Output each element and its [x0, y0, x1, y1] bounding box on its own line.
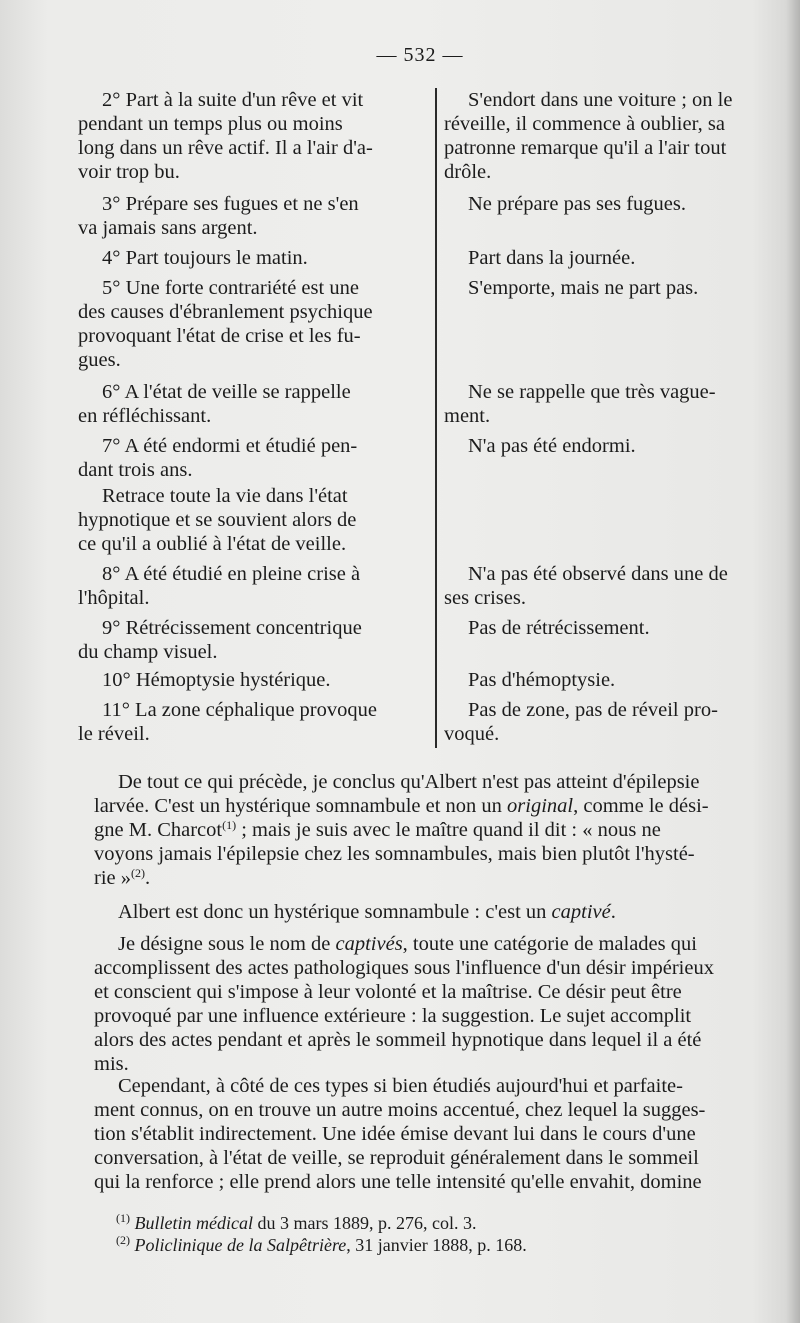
text-line: ses crises. [444, 587, 526, 609]
text-line: 3° Prépare ses fugues et ne s'en [102, 193, 359, 215]
text-line: N'a pas été observé dans une de [468, 563, 728, 585]
left-column-entry [78, 668, 424, 692]
footnotes [116, 1212, 756, 1256]
text-line: drôle. [444, 161, 492, 183]
left-column-entry [78, 434, 424, 482]
text-line: 4° Part toujours le matin. [102, 247, 308, 269]
comparison-table [78, 88, 768, 748]
text-line: réveille, il commence à oublier, sa [444, 113, 725, 135]
right-column-entry [444, 88, 768, 184]
right-column-entry [444, 562, 768, 610]
left-column-entry [78, 562, 424, 610]
text-line: gues. [78, 349, 121, 371]
paragraph-conclusion [94, 770, 774, 890]
left-column-entry [78, 698, 424, 746]
text-line: qui la renforce ; elle prend alors une telle intensité qu'elle envahit, domine [94, 1171, 702, 1193]
text-line: ce qu'il a oublié à l'état de veille. [78, 533, 347, 555]
text-line: et conscient qui s'impose à leur volonté et la maîtrise. Ce désir peut être [94, 981, 682, 1003]
text-line: provoquant l'état de crise et les fu- [78, 325, 361, 347]
text-line: Retrace toute la vie dans l'état [102, 485, 348, 507]
text-line: ment. [444, 405, 491, 427]
text-line: hypnotique et se souvient alors de [78, 509, 357, 531]
text-line: 7° A été endormi et étudié pen- [102, 435, 358, 457]
text-line: 5° Une forte contrariété est une [102, 277, 359, 299]
footnote-ref: (2) [131, 866, 145, 880]
text-line: ment connus, on en trouve un autre moins accentué, chez lequel la sugges- [94, 1099, 706, 1121]
footnote-1: $^{(1)}$ Bulletin médical du 3 mars 1889, p. 276, col. 3. [116, 1211, 477, 1233]
text-line: l'hôpital. [78, 587, 150, 609]
text-line: voyons jamais l'épilepsie chez les somnambules, mais bien plutôt l'hysté- [94, 843, 695, 865]
text-line: Pas d'hémoptysie. [468, 669, 616, 691]
right-column-entry [444, 192, 768, 216]
left-column-entry [78, 380, 424, 428]
text-line: 8° A été étudié en pleine crise à [102, 563, 361, 585]
text-line: Ne se rappelle que très vague- [468, 381, 716, 403]
text-line: tion s'établit indirectement. Une idée émise devant lui dans le cours d'une [94, 1123, 696, 1145]
text-line: 9° Rétrécissement concentrique [102, 617, 362, 639]
left-column-entry [78, 616, 424, 664]
right-column-entry [444, 434, 768, 458]
text-line: Cependant, à côté de ces types si bien étudiés aujourd'hui et parfaite- [118, 1075, 683, 1097]
right-column-entry [444, 698, 768, 746]
text-line: long dans un rêve actif. Il a l'air d'a- [78, 137, 373, 159]
right-column-entry [444, 276, 768, 300]
text-line: larvée. C'est un hystérique somnambule et non un original, comme le dési- [94, 795, 709, 817]
left-column-entry [78, 276, 424, 372]
text-line: 10° Hémoptysie hystérique. [102, 669, 331, 691]
paragraph-definition [94, 932, 774, 1076]
text-line: en réfléchissant. [78, 405, 212, 427]
text-line: accomplissent des actes pathologiques sous l'influence d'un désir impérieux [94, 957, 714, 979]
text-line: va jamais sans argent. [78, 217, 258, 239]
text-line: 11° La zone céphalique provoque [102, 699, 377, 721]
italic-term: captivés [335, 933, 403, 955]
text-line: alors des actes pendant et après le sommeil hypnotique dans lequel il a été [94, 1029, 702, 1051]
text-line: gne M. Charcot$^{(1)}$ ; mais je suis avec le maître quand il dit : « nous ne [94, 818, 661, 841]
text-line: N'a pas été endormi. [468, 435, 636, 457]
text-line: conversation, à l'état de veille, se reproduit généralement dans le sommeil [94, 1147, 699, 1169]
text-line: des causes d'ébranlement psychique [78, 301, 373, 323]
paragraph-captive [94, 900, 774, 924]
left-column-entry [78, 484, 424, 556]
text-line: patronne remarque qu'il a l'air tout [444, 137, 727, 159]
left-column-entry [78, 192, 424, 240]
text-line: voir trop bu. [78, 161, 180, 183]
text-line: du champ visuel. [78, 641, 218, 663]
text-line: Ne prépare pas ses fugues. [468, 193, 687, 215]
footnote-ref: (1) [222, 818, 237, 832]
italic-term: original [507, 795, 574, 817]
text-line: le réveil. [78, 723, 150, 745]
text-line: Je désigne sous le nom de captivés, toute une catégorie de malades qui [118, 933, 697, 955]
paragraph-however [94, 1074, 774, 1194]
text-line: voqué. [444, 723, 500, 745]
page-number: — 532 — [376, 44, 464, 66]
text-line: provoqué par une influence extérieure : la suggestion. Le sujet accomplit [94, 1005, 692, 1027]
text-line: Albert est donc un hystérique somnambule : c'est un captivé. [118, 901, 616, 923]
text-line: dant trois ans. [78, 459, 193, 481]
right-column-entry [444, 246, 768, 270]
right-column-entry [444, 668, 768, 692]
footnote-2: $^{(2)}$ Policlinique de la Salpêtrière, 31 janvier 1888, p. 168. [116, 1233, 527, 1255]
left-column-entry [78, 246, 424, 270]
text-line: S'emporte, mais ne part pas. [468, 277, 699, 299]
text-line: pendant un temps plus ou moins [78, 113, 343, 135]
right-column-entry [444, 616, 768, 640]
text-line: 6° A l'état de veille se rappelle [102, 381, 351, 403]
column-divider [435, 88, 437, 748]
text-line: mis. [94, 1053, 129, 1075]
text-line: rie »$^{(2)}$. [94, 866, 151, 889]
italic-term: captivé [551, 901, 611, 923]
text-line: 2° Part à la suite d'un rêve et vit [102, 89, 364, 111]
text-line: De tout ce qui précède, je conclus qu'Albert n'est pas atteint d'épilepsie [118, 771, 700, 793]
text-line: Pas de rétrécissement. [468, 617, 650, 639]
text-line: S'endort dans une voiture ; on le [468, 89, 733, 111]
page-edge-shadow [786, 0, 800, 1323]
right-column-entry [444, 380, 768, 428]
text-line: Pas de zone, pas de réveil pro- [468, 699, 718, 721]
left-column-entry [78, 88, 424, 184]
text-line: Part dans la journée. [468, 247, 636, 269]
